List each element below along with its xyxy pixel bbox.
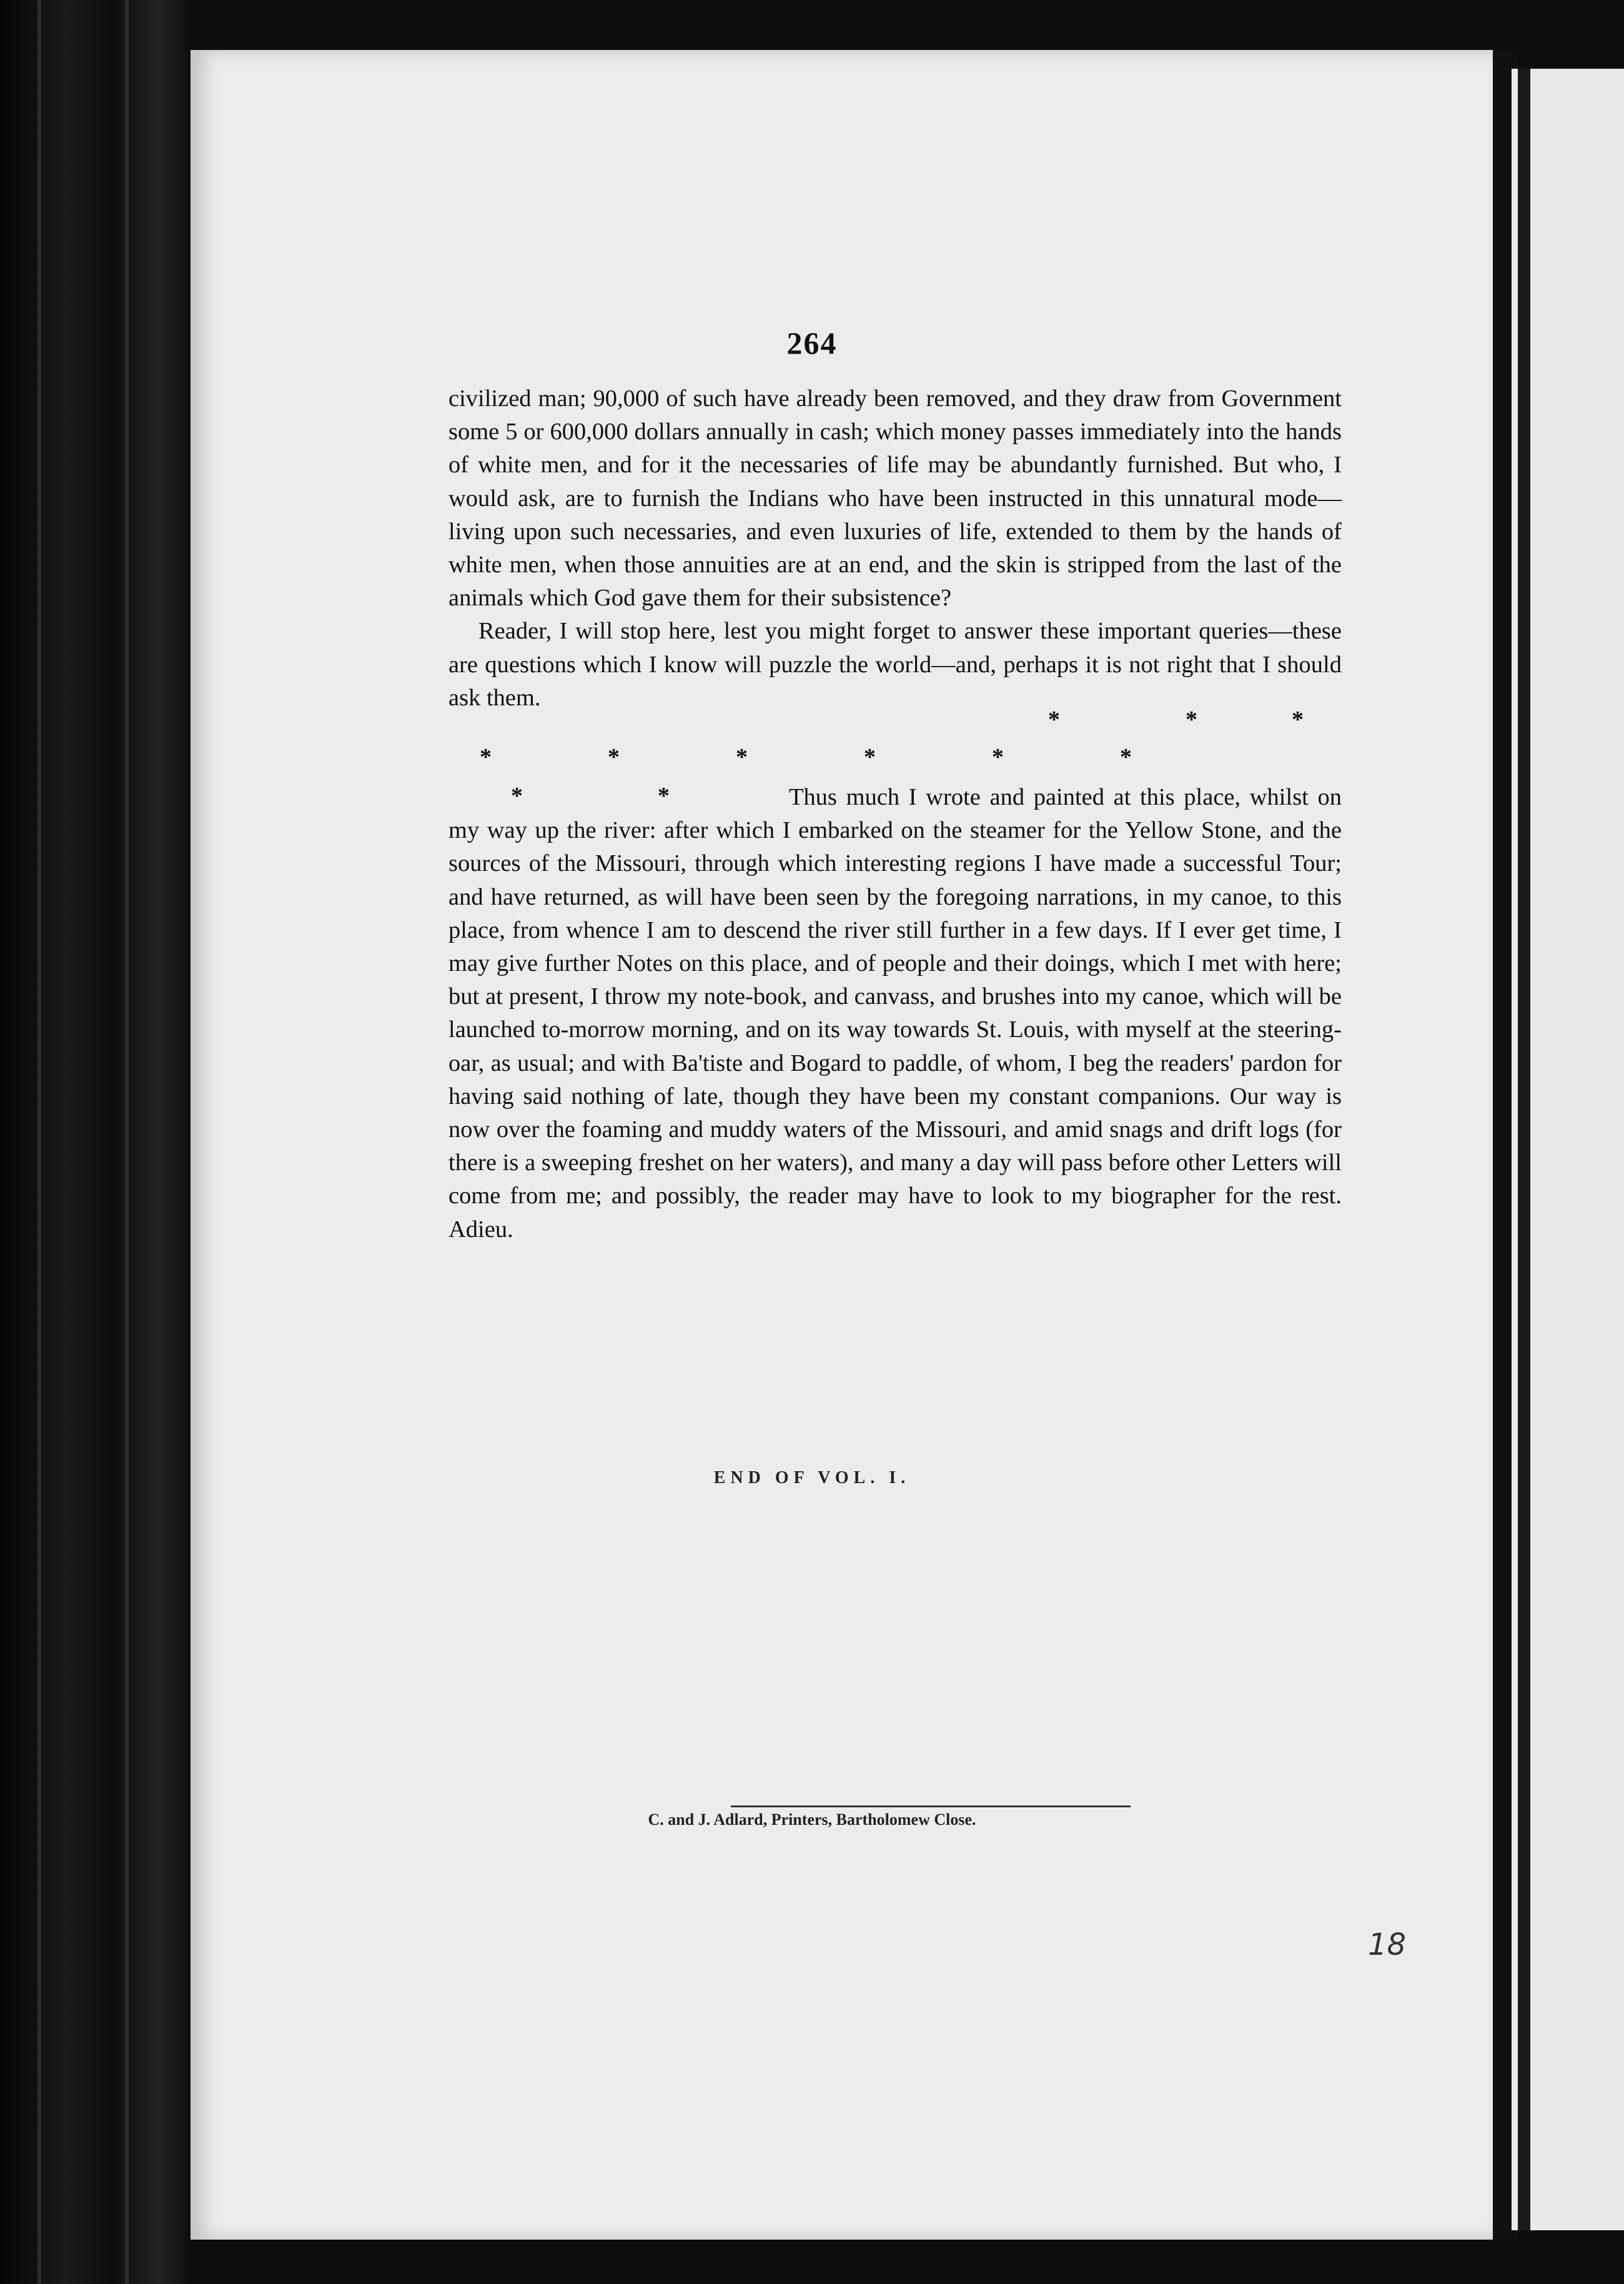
body-text-continued: [448, 781, 1342, 1246]
asterisk: *: [864, 744, 876, 770]
handwritten-note: 18: [1368, 1927, 1407, 1962]
end-of-volume: END OF VOL. I.: [713, 1468, 911, 1487]
paragraph-1: civilized man; 90,000 of such have already been removed, and they draw from Government some 5 or 600,000 dollars annually in cash; which money passes immediately into the hands of white men, and for it the necessaries of life may be abundantly furnished. But who, I would ask, are to furnish the Indians who have been instructed in this unnatural mode—living upon such necessaries, and even luxuries of life, extended to them by the hands of white men, when those annuities are at an end, and the skin is stripped from the last of the animals which God gave them for their subsistence?: [448, 385, 1342, 612]
asterisk: *: [1186, 707, 1197, 733]
asterisk: *: [736, 744, 748, 770]
adjacent-page-shadow: [1518, 69, 1530, 2230]
page-number: 264: [786, 325, 838, 360]
asterisk: *: [511, 783, 523, 809]
printer-imprint: C. and J. Adlard, Printers, Bartholomew Close.: [648, 1810, 976, 1829]
paragraph-3: Thus much I wrote and painted at this place, whilst on my way up the river: after which I embarked on the steamer for the Yellow Stone, and the sources of the Missouri, through which interesting regions I have made a successful Tour; and have returned, as will have been seen by the foregoing narrations, in my canoe, to this place, from whence I am to descend the river still further in a few days. If I ever get time, I may give further Notes on this place, and of people and their doings, which I met with here; but at present, I throw my note-book, and canvass, and brushes into my canoe, which will be launched to-morrow morning, and on its way towards St. Louis, with myself at the steering-oar, as usual; and with Ba'tiste and Bogard to paddle, of whom, I beg the readers' pardon for having said nothing of late, though they have been my constant companions. Our way is now over the foaming and muddy waters of the Missouri, and amid snags and drift logs (for there is a sweeping freshet on her waters), and many a day will pass before other Letters will come from me; and possibly, the reader may have to look to my biographer for the rest. Adieu.: [448, 784, 1342, 1243]
body-text: [448, 382, 1342, 715]
asterisk: *: [1292, 707, 1304, 733]
asterisk: *: [992, 744, 1004, 770]
asterisk: *: [608, 744, 620, 770]
paragraph-2: Reader, I will stop here, lest you might forget to answer these important queries—these are questions which I know will puzzle the world—and, perhaps it is not right that I should ask them.: [448, 618, 1342, 711]
asterisk: *: [480, 744, 492, 770]
asterisk: *: [1120, 744, 1132, 770]
imprint-rule: [731, 1805, 1131, 1807]
asterisk: *: [658, 783, 670, 809]
asterisk: *: [1048, 707, 1060, 733]
